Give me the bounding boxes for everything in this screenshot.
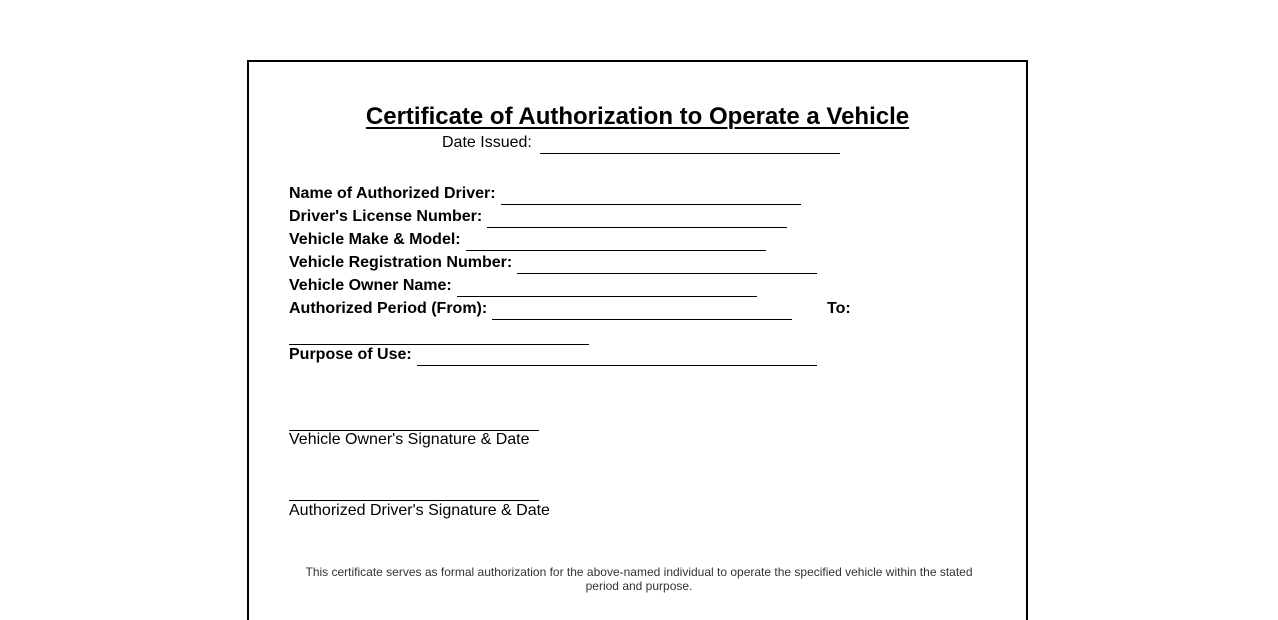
field-line (457, 295, 757, 297)
field-driver-name (289, 184, 801, 204)
field-period-from (289, 299, 792, 319)
driver-signature-label: Authorized Driver's Signature & Date (289, 502, 550, 519)
field-line (501, 203, 801, 205)
field-line (492, 318, 792, 320)
field-line (466, 249, 766, 251)
period-to-label: To: (827, 300, 851, 317)
field-label: Driver's License Number: (289, 208, 483, 225)
field-label: Vehicle Registration Number: (289, 254, 513, 271)
field-label: Authorized Period (From): (289, 300, 488, 317)
field-label: Vehicle Make & Model: (289, 231, 461, 248)
field-owner-name (289, 276, 757, 296)
field-line (487, 226, 787, 228)
date-issued-label: Date Issued: (442, 134, 532, 151)
field-line (517, 272, 817, 274)
field-label: Vehicle Owner Name: (289, 277, 452, 294)
field-label: Purpose of Use: (289, 346, 412, 363)
field-line (417, 364, 817, 366)
field-label: Name of Authorized Driver: (289, 185, 496, 202)
certificate-title: Certificate of Authorization to Operate a Vehicle (365, 103, 910, 130)
field-purpose (289, 345, 817, 365)
field-registration-number (289, 253, 817, 273)
certificate-page (247, 60, 1028, 620)
field-license-number (289, 207, 787, 227)
date-issued-row (442, 133, 840, 153)
footer-note: This certificate serves as formal authorization for the above-named individual to operate the specified vehicle within the stated period and purpose. (305, 565, 973, 593)
date-issued-line (540, 152, 840, 154)
owner-signature-label: Vehicle Owner's Signature & Date (289, 431, 530, 448)
field-make-model (289, 230, 766, 250)
